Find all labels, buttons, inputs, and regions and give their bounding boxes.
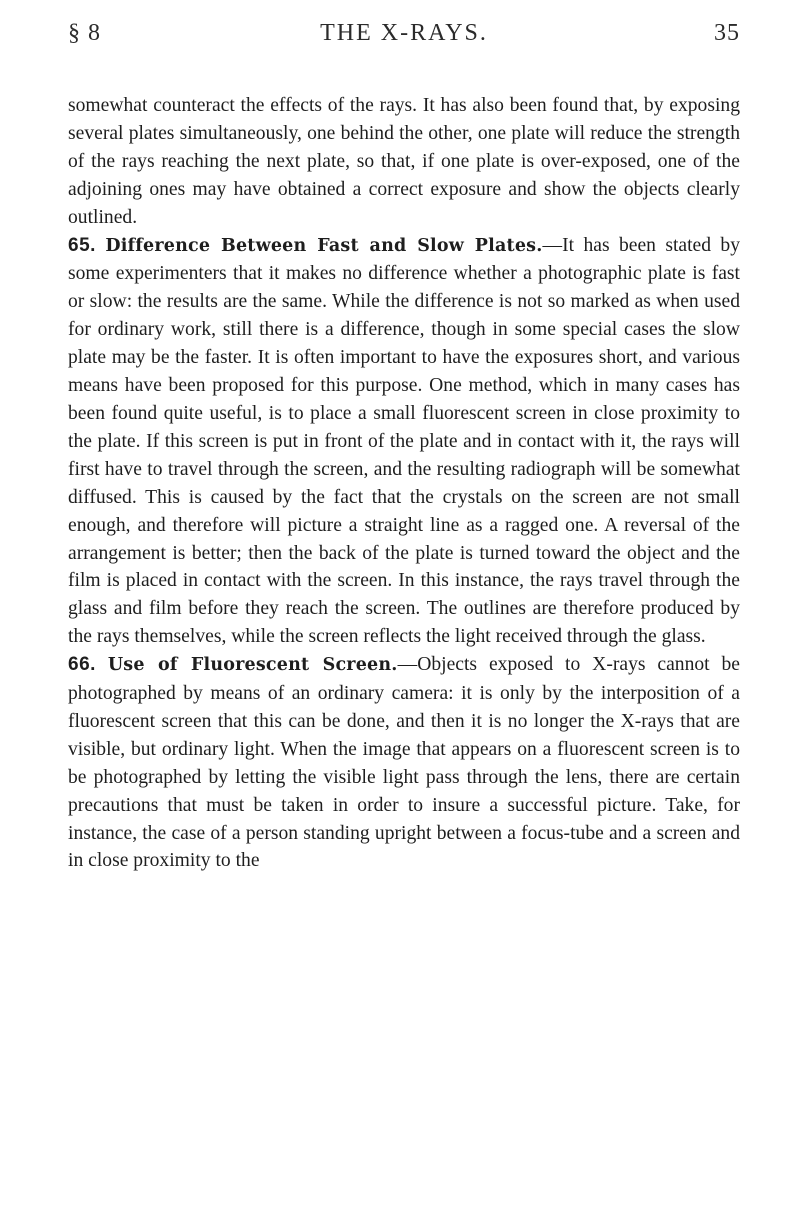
page-number: 35: [714, 20, 740, 46]
running-header: [68, 20, 740, 60]
paragraph-text: —It has been stated by some experimenters that it makes no difference whether a photographic plate is fast or slow: the results are the same. While the difference is not so marked as when used for ordinary work, still there is a difference, though in some special cases the slow plate may be the faster. It is often important to have the exposures short, and various means have been proposed for this purpose. One method, which in many cases has been found quite useful, is to place a small fluorescent screen in close proximity to the plate. If this screen is put in front of the plate and in contact with it, the rays will first have to travel through the screen, and the resulting radiograph will be somewhat diffused. This is caused by the fact that the crystals on the screen are not small enough, and therefore will picture a straight line as a ragged one. A reversal of the arrangement is better; then the back of the plate is turned toward the object and the film is placed in contact with the screen. In this instance, the rays travel through the glass and film before they reach the screen. The outlines are therefore produced by the rays themselves, while the screen reflects the light received through the glass.: [68, 234, 741, 648]
section-heading: Difference Between Fast and Slow Plates.: [105, 235, 543, 256]
section-marker: § 8: [68, 20, 101, 46]
paragraph-continued: [68, 92, 740, 232]
running-title: THE X-RAYS.: [320, 20, 488, 46]
page-body: [68, 92, 740, 875]
section-number: 65.: [68, 234, 96, 256]
paragraph-text: —Objects exposed to X-rays cannot be photographed by means of an ordinary camera: it is only by the interposition of a fluorescent screen that this can be done, and then it is no longer the X-rays that are visible, but ordinary light. When the image that appears on a fluorescent screen is to be photographed by letting the visible light pass through the lens, there are certain precautions that must be taken in order to insure a successful picture. Take, for instance, the case of a person standing upright between a focus-tube and a screen and in close proximity to the: [68, 654, 740, 872]
paragraph-66: [68, 651, 740, 875]
section-number: 66.: [68, 654, 96, 676]
paragraph-text: somewhat counteract the effects of the rays. It has also been found that, by exposing several plates simultaneously, one behind the other, one plate will reduce the strength of the rays reaching the next plate, so that, if one plate is over-exposed, one of the adjoining ones may have obtained a correct exposure and show the objects clearly outlined.: [68, 95, 740, 228]
paragraph-65: [68, 232, 740, 652]
section-heading: Use of Fluorescent Screen.: [107, 655, 398, 676]
